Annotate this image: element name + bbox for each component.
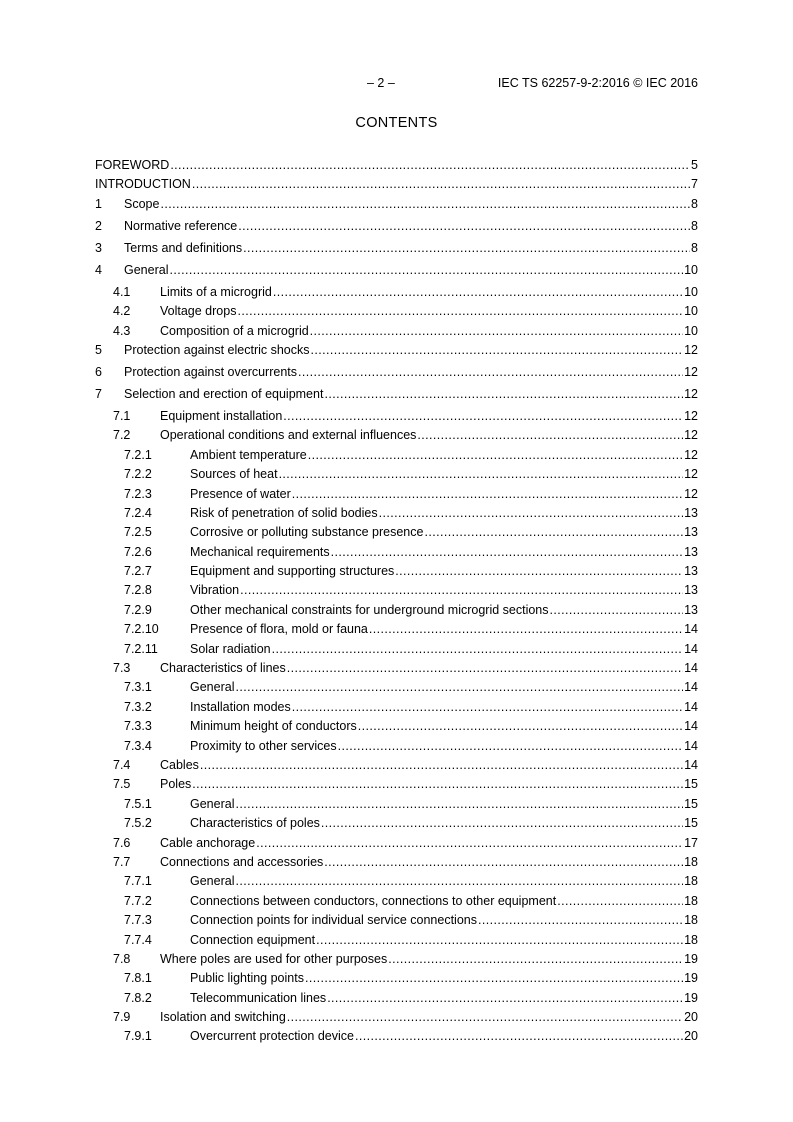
toc-dot-leader [369,622,683,636]
toc-entry-page: 10 [684,304,698,319]
toc-entry-title: Overcurrent protection device [190,1029,354,1044]
toc-entry-page: 10 [684,323,698,338]
toc-entry-title: Terms and definitions [124,240,243,255]
toc-entry-title: Characteristics of poles [190,816,320,831]
toc-entry-page: 12 [684,364,698,379]
toc-entry-title: Corrosive or polluting substance presence [190,525,424,540]
toc-entry-title: Equipment and supporting structures [190,564,395,579]
toc-entry-page: 19 [684,971,698,986]
toc-entry[interactable] [95,971,698,990]
toc-entry-number: 7.2.3 [124,486,152,501]
toc-entry-number: 4.2 [113,304,131,319]
toc-dot-leader [327,991,683,1005]
toc-entry-number: 7.6 [113,835,131,850]
toc-entry-title: Sources of heat [190,467,278,482]
toc-entry-page: 14 [684,757,698,772]
document-reference: IEC TS 62257-9-2:2016 © IEC 2016 [497,76,698,90]
toc-entry-number: 7.7.2 [124,893,152,908]
toc-entry-page: 12 [684,386,698,401]
toc-entry-number: 7.5.2 [124,816,152,831]
toc-entry[interactable] [95,816,698,835]
toc-entry[interactable] [95,343,698,365]
toc-entry[interactable] [95,680,698,699]
toc-entry[interactable] [95,177,698,196]
toc-entry[interactable] [95,428,698,447]
toc-entry-title: Presence of water [190,486,291,501]
toc-entry-page: 13 [684,583,698,598]
toc-dot-leader [192,777,683,791]
toc-dot-leader [243,241,690,255]
toc-entry-page: 20 [684,1029,698,1044]
toc-entry-number: 3 [95,240,102,255]
toc-entry-page: 12 [684,428,698,443]
toc-entry[interactable] [95,387,698,409]
toc-dot-leader [170,158,690,172]
toc-entry[interactable] [95,991,698,1010]
toc-entry-page: 10 [684,262,698,277]
toc-entry-page: 8 [691,240,698,255]
toc-entry-title: Cable anchorage [160,835,256,850]
toc-entry-title: Equipment installation [160,408,283,423]
toc-entry-title: Other mechanical constraints for underground microgrid sections [190,602,549,617]
toc-entry-title: Isolation and switching [160,1010,286,1025]
toc-dot-leader [287,661,683,675]
toc-entry-page: 5 [691,158,698,172]
toc-entry-page: 13 [684,602,698,617]
toc-entry[interactable] [95,285,698,304]
toc-dot-leader [235,874,683,888]
toc-entry-page: 13 [684,564,698,579]
toc-entry[interactable] [95,241,698,263]
page-header [95,76,698,92]
toc-entry[interactable] [95,622,698,641]
toc-dot-leader [279,467,684,481]
toc-entry-title: Voltage drops [160,304,237,319]
toc-entry-number: 7.2.4 [124,505,152,520]
page-number: – 2 – [367,76,395,90]
toc-entry-number: 7.3.4 [124,738,152,753]
toc-entry-title: Cables [160,757,199,772]
toc-entry-page: 14 [684,680,698,695]
toc-entry-page: 19 [684,951,698,966]
toc-entry[interactable] [95,467,698,486]
toc-entry-number: 7.5 [113,777,131,792]
toc-entry-page: 18 [684,854,698,869]
toc-entry-page: 13 [684,505,698,520]
toc-entry[interactable] [95,1029,698,1048]
toc-dot-leader [235,797,683,811]
toc-entry[interactable] [95,855,698,874]
toc-entry-title: INTRODUCTION [95,177,191,192]
toc-entry-title: Normative reference [124,218,238,233]
toc-entry-page: 15 [684,777,698,792]
toc-entry-title: Presence of flora, mold or fauna [190,622,368,637]
toc-entry-title: General [124,262,169,277]
toc-entry-title: Vibration [190,583,240,598]
toc-entry-title: Operational conditions and external influences [160,428,417,443]
toc-entry-title: FOREWORD [95,158,170,172]
toc-dot-leader [424,525,683,539]
toc-entry[interactable] [95,487,698,506]
toc-entry[interactable] [95,719,698,738]
toc-entry-title: Installation modes [190,699,291,714]
toc-entry-page: 20 [684,1010,698,1025]
toc-dot-leader [305,971,683,985]
toc-entry-number: 7.8 [113,951,131,966]
toc-entry-page: 18 [684,874,698,889]
toc-entry[interactable] [95,365,698,387]
toc-dot-leader [331,545,683,559]
toc-dot-leader [283,409,683,423]
toc-entry[interactable] [95,874,698,893]
toc-entry-title: Protection against overcurrents [124,364,298,379]
toc-entry-title: Risk of penetration of solid bodies [190,505,378,520]
toc-entry[interactable] [95,525,698,544]
toc-dot-leader [192,177,690,191]
toc-entry-number: 7.2 [113,428,131,443]
toc-entry-number: 7.4 [113,757,131,772]
toc-entry-number: 5 [95,342,102,357]
toc-entry-number: 7.2.5 [124,525,152,540]
toc-entry-number: 7.7.3 [124,913,152,928]
toc-entry[interactable] [95,952,698,971]
toc-entry[interactable] [95,777,698,796]
toc-entry-title: Protection against electric shocks [124,342,310,357]
toc-entry-page: 18 [684,932,698,947]
toc-dot-leader [169,263,683,277]
toc-entry-page: 15 [684,796,698,811]
toc-dot-leader [310,324,683,338]
toc-entry-page: 13 [684,525,698,540]
toc-entry-page: 12 [684,447,698,462]
toc-entry-number: 7 [95,386,102,401]
toc-dot-leader [200,758,683,772]
toc-entry[interactable] [95,583,698,602]
toc-entry[interactable] [95,506,698,525]
toc-dot-leader [388,952,683,966]
toc-entry-number: 7.3.1 [124,680,152,695]
toc-dot-leader [311,343,684,357]
toc-entry-page: 19 [684,990,698,1005]
toc-entry-number: 7.2.10 [124,622,159,637]
table-of-contents [95,158,698,1049]
toc-entry-title: Mechanical requirements [190,544,330,559]
toc-dot-leader [160,197,690,211]
toc-entry-page: 14 [684,641,698,656]
toc-entry-title: Connection equipment [190,932,316,947]
toc-entry-number: 7.2.11 [124,641,158,656]
toc-entry[interactable] [95,324,698,343]
toc-dot-leader [316,933,683,947]
toc-entry[interactable] [95,739,698,758]
toc-entry-number: 7.3.3 [124,719,152,734]
toc-dot-leader [379,506,683,520]
toc-entry-number: 4.3 [113,323,131,338]
toc-dot-leader [324,855,683,869]
toc-entry-page: 15 [684,816,698,831]
toc-entry-page: 12 [684,408,698,423]
toc-entry-page: 8 [691,196,698,211]
toc-entry-title: Ambient temperature [190,447,307,462]
toc-entry-title: Scope [124,196,160,211]
toc-entry[interactable] [95,797,698,816]
toc-entry-title: General [190,874,235,889]
toc-entry-title: Where poles are used for other purposes [160,951,388,966]
toc-entry[interactable] [95,304,698,323]
toc-dot-leader [358,719,683,733]
toc-entry-number: 4.1 [113,284,131,299]
toc-entry-page: 14 [684,738,698,753]
toc-entry-page: 18 [684,893,698,908]
toc-entry-number: 7.7.1 [124,874,152,889]
toc-entry[interactable] [95,836,698,855]
toc-entry-page: 14 [684,661,698,676]
toc-entry[interactable] [95,219,698,241]
toc-entry-page: 17 [684,835,698,850]
toc-entry-title: Composition of a microgrid [160,323,309,338]
toc-entry-title: Limits of a microgrid [160,284,272,299]
toc-entry-title: Proximity to other services [190,738,337,753]
toc-entry[interactable] [95,197,698,219]
toc-entry-number: 6 [95,364,102,379]
toc-entry-number: 7.2.9 [124,602,152,617]
toc-entry-title: Solar radiation [190,641,271,656]
toc-entry[interactable] [95,913,698,932]
toc-dot-leader [256,836,683,850]
toc-entry-number: 7.2.2 [124,467,152,482]
toc-dot-leader [272,642,683,656]
toc-entry-number: 7.1 [113,408,131,423]
toc-entry-number: 1 [95,196,102,211]
toc-entry-page: 12 [684,467,698,482]
toc-entry[interactable] [95,263,698,285]
toc-entry-page: 8 [691,218,698,233]
toc-entry-title: Characteristics of lines [160,661,286,676]
toc-entry-number: 7.3.2 [124,699,152,714]
toc-entry-number: 7.2.8 [124,583,152,598]
toc-entry-number: 7.2.6 [124,544,152,559]
toc-entry-number: 7.8.2 [124,990,152,1005]
toc-dot-leader [235,680,683,694]
toc-dot-leader [324,387,683,401]
toc-entry-title: General [190,796,235,811]
toc-entry-number: 4 [95,262,102,277]
toc-entry-number: 7.2.7 [124,564,152,579]
toc-dot-leader [237,304,683,318]
toc-entry-title: Minimum height of conductors [190,719,357,734]
toc-entry[interactable] [95,894,698,913]
toc-entry-title: Telecommunication lines [190,990,327,1005]
toc-entry-number: 7.8.1 [124,971,152,986]
toc-entry-number: 7.3 [113,661,131,676]
toc-dot-leader [240,583,683,597]
toc-dot-leader [338,739,684,753]
toc-entry[interactable] [95,603,698,622]
toc-dot-leader [298,365,683,379]
toc-entry-title: Connection points for individual service connections [190,913,477,928]
toc-entry-page: 18 [684,913,698,928]
toc-entry[interactable] [95,545,698,564]
toc-entry-number: 2 [95,218,102,233]
toc-entry-page: 12 [684,342,698,357]
toc-dot-leader [557,894,683,908]
toc-entry[interactable] [95,158,698,177]
toc-dot-leader [550,603,684,617]
toc-dot-leader [273,285,683,299]
page-title: CONTENTS [355,115,438,131]
toc-entry-page: 14 [684,719,698,734]
toc-entry-page: 13 [684,544,698,559]
toc-dot-leader [355,1029,683,1043]
toc-dot-leader [292,487,683,501]
toc-entry[interactable] [95,409,698,428]
toc-entry-number: 7.7.4 [124,932,152,947]
toc-dot-leader [308,448,683,462]
toc-entry[interactable] [95,564,698,583]
toc-entry-title: Selection and erection of equipment [124,386,324,401]
toc-entry-page: 10 [684,284,698,299]
toc-entry-number: 7.7 [113,854,131,869]
toc-dot-leader [417,428,683,442]
toc-entry-number: 7.2.1 [124,447,152,462]
toc-entry[interactable] [95,642,698,661]
toc-dot-leader [321,816,683,830]
toc-entry[interactable] [95,933,698,952]
toc-dot-leader [287,1010,683,1024]
toc-entry-title: Connections between conductors, connections to other equipment [190,893,557,908]
toc-entry-page: 14 [684,622,698,637]
toc-entry[interactable] [95,1010,698,1029]
toc-entry-title: Public lighting points [190,971,304,986]
toc-entry[interactable] [95,700,698,719]
toc-entry-page: 14 [684,699,698,714]
toc-entry-number: 7.5.1 [124,796,152,811]
toc-dot-leader [292,700,683,714]
toc-dot-leader [478,913,683,927]
toc-entry-title: Connections and accessories [160,854,324,869]
toc-entry-page: 12 [684,486,698,501]
toc-entry-title: General [190,680,235,695]
toc-entry[interactable] [95,758,698,777]
toc-entry-title: Poles [160,777,192,792]
toc-entry-page: 7 [691,177,698,192]
toc-entry[interactable] [95,661,698,680]
toc-dot-leader [395,564,683,578]
toc-entry-number: 7.9.1 [124,1029,152,1044]
toc-entry[interactable] [95,448,698,467]
toc-dot-leader [238,219,690,233]
toc-entry-number: 7.9 [113,1010,131,1025]
